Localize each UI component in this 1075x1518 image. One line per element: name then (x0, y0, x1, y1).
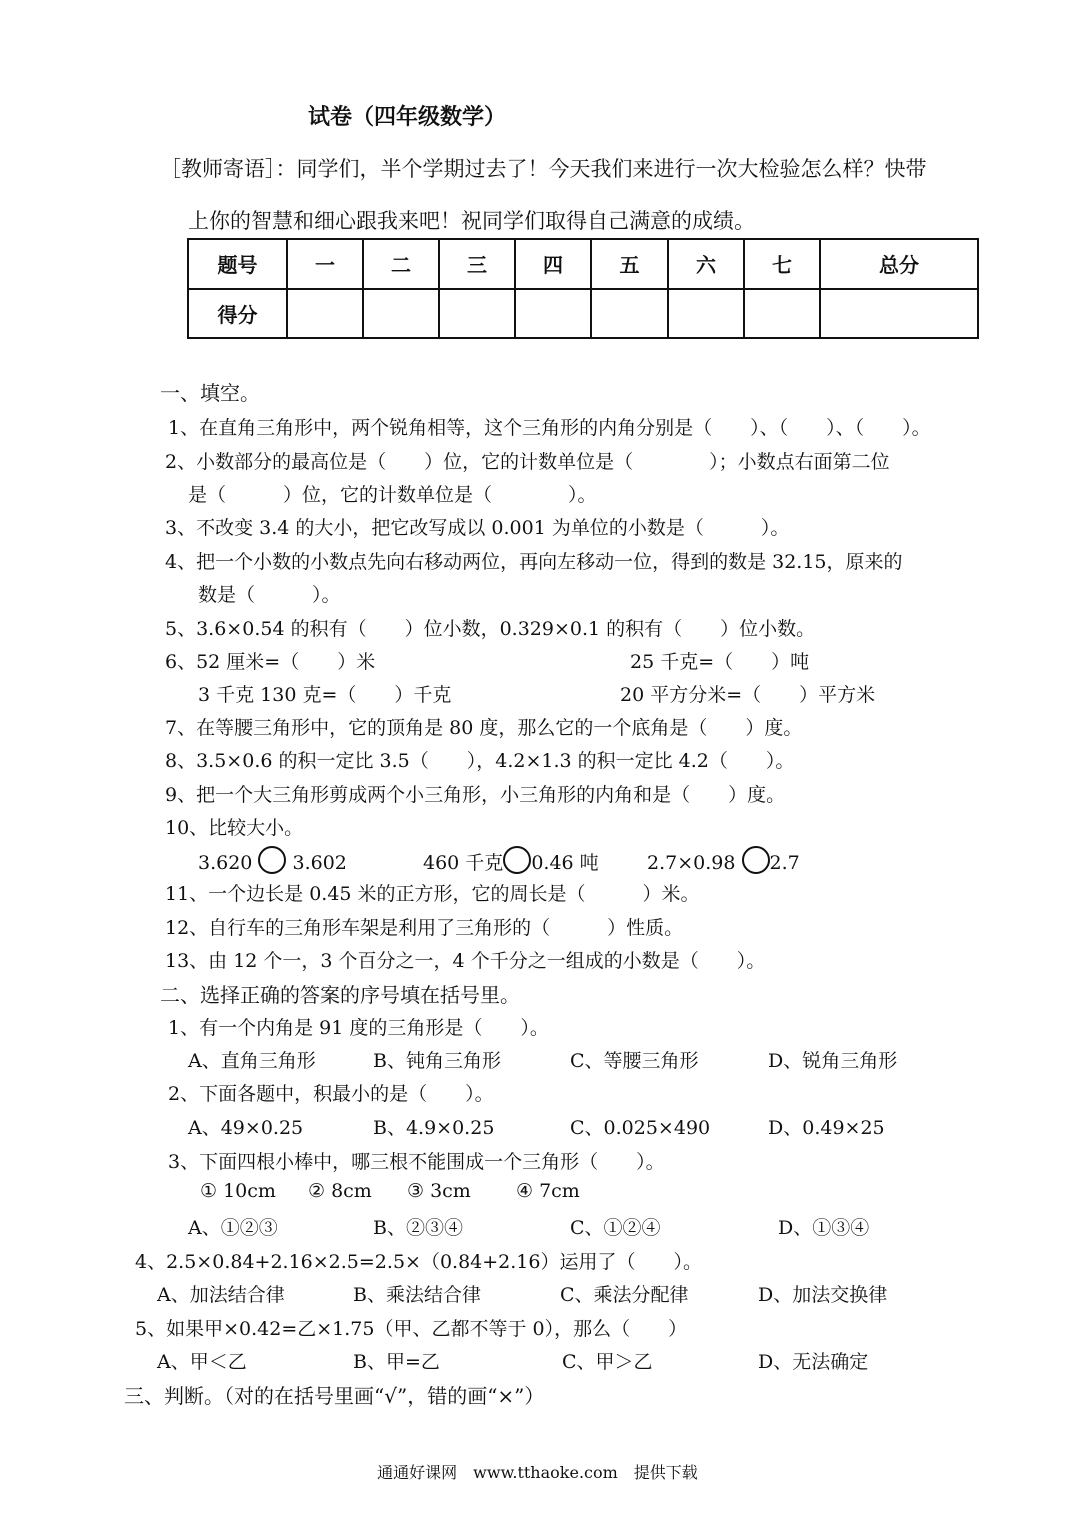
question-1-6a: 6、52 厘米=（ ）米 (165, 651, 376, 673)
teacher-message-line-1: ［教师寄语］：同学们，半个学期过去了！今天我们来进行一次大检验怎么样？快带 (160, 157, 927, 181)
score-header-cell: 一 (287, 239, 363, 289)
option-a: A、直角三角形 (188, 1050, 316, 1072)
score-cell[interactable] (668, 289, 744, 339)
score-header-cell: 六 (668, 239, 744, 289)
stick-4: ④ 7cm (516, 1180, 580, 1202)
option-b: B、②③④ (373, 1217, 463, 1239)
option-b: B、乘法结合律 (353, 1284, 481, 1306)
question-1-8: 8、3.5×0.6 的积一定比 3.5（ ），4.2×1.3 的积一定比 4.2（ ）。 (165, 750, 795, 772)
option-d: D、0.49×25 (768, 1117, 885, 1139)
compare-left: 3.620 (198, 852, 253, 874)
score-header-cell: 七 (744, 239, 820, 289)
option-a: A、加法结合律 (157, 1284, 285, 1306)
page-title: 试卷（四年级数学） (308, 104, 507, 130)
option-d: D、锐角三角形 (768, 1050, 898, 1072)
stick-1: ① 10cm (200, 1180, 276, 1202)
option-c: C、①②④ (570, 1217, 661, 1239)
question-1-9: 9、把一个大三角形剪成两个小三角形，小三角形的内角和是（ ）度。 (165, 784, 786, 806)
score-row-label: 得分 (188, 289, 287, 339)
question-1-6c: 3 千克 130 克=（ ）千克 (198, 684, 452, 706)
score-cell[interactable] (820, 289, 978, 339)
score-header-cell: 二 (363, 239, 439, 289)
compare-left: 460 千克 (423, 852, 504, 874)
compare-right: 2.7 (769, 852, 800, 874)
question-1-10: 10、比较大小。 (165, 817, 304, 839)
score-cell[interactable] (363, 289, 439, 339)
teacher-message-line-2: 上你的智慧和细心跟我来吧！祝同学们取得自己满意的成绩。 (188, 209, 755, 233)
option-d: D、无法确定 (758, 1351, 869, 1373)
score-table (187, 238, 979, 339)
page-footer: 通通好课网 www.tthaoke.com 提供下载 (377, 1463, 698, 1482)
question-1-1: 1、在直角三角形中，两个锐角相等，这个三角形的内角分别是（ ）、（ ）、（ ）。 (168, 417, 931, 439)
compare-circle[interactable] (742, 846, 770, 874)
section-2-heading: 二、选择正确的答案的序号填在括号里。 (160, 983, 520, 1007)
option-d: D、加法交换律 (758, 1284, 888, 1306)
question-2-4: 4、2.5×0.84+2.16×2.5=2.5×（0.84+2.16）运用了（ ）。 (135, 1251, 702, 1273)
option-b: B、甲=乙 (353, 1351, 440, 1373)
option-a: A、①②③ (188, 1217, 278, 1239)
question-2-1: 1、有一个内角是 91 度的三角形是（ ）。 (168, 1017, 549, 1039)
score-cell[interactable] (591, 289, 668, 339)
score-table-header-row (188, 239, 978, 289)
question-1-6d: 20 平方分米=（ ）平方米 (620, 684, 876, 706)
compare-right: 0.46 吨 (531, 852, 599, 874)
option-d: D、①③④ (778, 1217, 870, 1239)
question-1-12: 12、自行车的三角形车架是利用了三角形的（ ）性质。 (165, 917, 684, 939)
question-1-2-line-1: 2、小数部分的最高位是（ ）位，它的计数单位是（ ）；小数点右面第二位 (165, 451, 890, 473)
question-1-2-line-2: 是（ ）位，它的计数单位是（ ）。 (188, 484, 597, 506)
question-1-4-line-2: 数是（ ）。 (198, 584, 341, 606)
score-header-cell: 总分 (820, 239, 978, 289)
question-1-11: 11、一个边长是 0.45 米的正方形，它的周长是（ ）米。 (165, 883, 700, 905)
option-b: B、4.9×0.25 (373, 1117, 495, 1139)
question-1-3: 3、不改变 3.4 的大小，把它改写成以 0.001 为单位的小数是（ ）。 (165, 517, 790, 539)
question-1-4-line-1: 4、把一个小数的小数点先向右移动两位，再向左移动一位，得到的数是 32.15，原来的 (165, 551, 903, 573)
score-header-cell: 四 (515, 239, 591, 289)
compare-item-3 (647, 846, 800, 874)
option-b: B、钝角三角形 (373, 1050, 501, 1072)
option-c: C、乘法分配律 (560, 1284, 689, 1306)
score-cell[interactable] (744, 289, 820, 339)
question-1-6b: 25 千克=（ ）吨 (630, 651, 810, 673)
score-table-score-row (188, 289, 978, 339)
option-a: A、甲＜乙 (157, 1351, 247, 1373)
compare-circle[interactable] (258, 846, 286, 874)
option-c: C、0.025×490 (570, 1117, 711, 1139)
stick-3: ③ 3cm (407, 1180, 471, 1202)
compare-item-1 (198, 846, 347, 874)
section-1-heading: 一、填空。 (160, 381, 260, 405)
score-cell[interactable] (287, 289, 363, 339)
score-cell[interactable] (439, 289, 515, 339)
option-c: C、甲＞乙 (562, 1351, 653, 1373)
option-a: A、49×0.25 (188, 1117, 304, 1139)
section-3-heading: 三、判断。（对的在括号里画“√”，错的画“×”） (124, 1384, 545, 1408)
question-1-13: 13、由 12 个一，3 个百分之一，4 个千分之一组成的小数是（ ）。 (165, 950, 766, 972)
question-2-5: 5、如果甲×0.42=乙×1.75（甲、乙都不等于 0），那么（ ） (135, 1318, 688, 1340)
score-cell[interactable] (515, 289, 591, 339)
compare-right: 3.602 (292, 852, 347, 874)
score-header-cell: 五 (591, 239, 668, 289)
score-header-cell: 三 (439, 239, 515, 289)
question-2-2: 2、下面各题中，积最小的是（ ）。 (168, 1083, 494, 1105)
stick-2: ② 8cm (308, 1180, 372, 1202)
score-header-cell: 题号 (188, 239, 287, 289)
compare-item-2 (423, 846, 599, 875)
option-c: C、等腰三角形 (570, 1050, 699, 1072)
question-1-5: 5、3.6×0.54 的积有（ ）位小数，0.329×0.1 的积有（ ）位小数。 (165, 618, 816, 640)
compare-left: 2.7×0.98 (647, 852, 736, 874)
question-1-7: 7、在等腰三角形中，它的顶角是 80 度，那么它的一个底角是（ ）度。 (165, 717, 803, 739)
compare-circle[interactable] (503, 846, 531, 874)
question-2-3: 3、下面四根小棒中，哪三根不能围成一个三角形（ ）。 (168, 1151, 665, 1173)
